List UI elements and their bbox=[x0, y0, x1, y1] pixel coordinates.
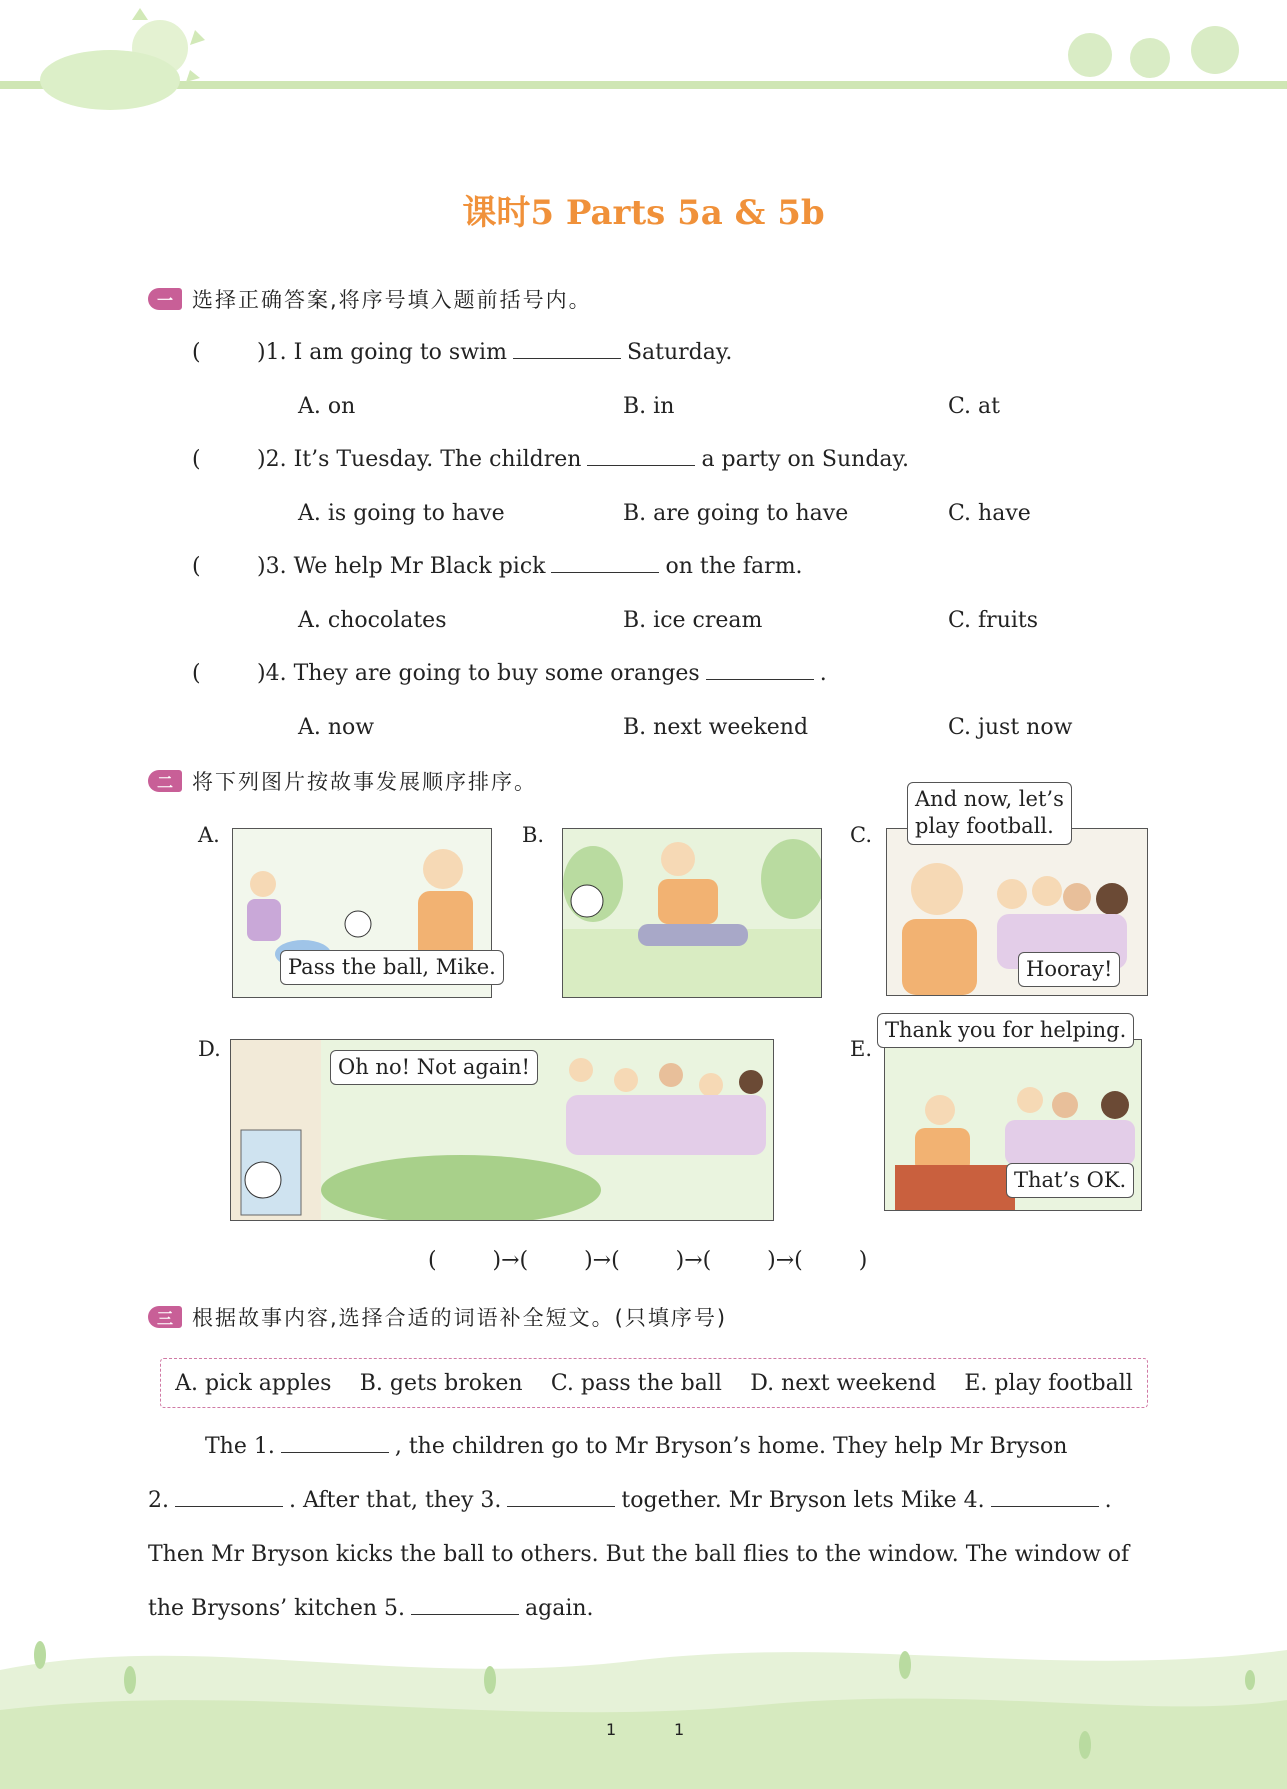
answer-blank[interactable] bbox=[587, 447, 695, 466]
option: A. on bbox=[298, 394, 356, 419]
speech-bubble: That’s OK. bbox=[1006, 1163, 1134, 1198]
passage-line-3: Then Mr Bryson kicks the ball to others. But the ball flies to the window. The window of bbox=[148, 1542, 1130, 1567]
panel-c-label: C. bbox=[850, 823, 872, 847]
panel-b-image bbox=[562, 828, 822, 998]
answer-blank[interactable] bbox=[281, 1434, 389, 1453]
speech-bubble bbox=[907, 782, 1072, 845]
question-1 bbox=[257, 340, 732, 365]
option: C. have bbox=[948, 501, 1031, 526]
option: C. just now bbox=[948, 715, 1073, 740]
lesson-title: 课时5 Parts 5a & 5b bbox=[462, 193, 825, 233]
order-answer-row[interactable]: ( )→( )→( )→( )→( ) bbox=[428, 1248, 868, 1273]
question-2-text: )2. It’s Tuesday. The children bbox=[257, 447, 582, 472]
answer-blank[interactable] bbox=[706, 661, 814, 680]
option: B. are going to have bbox=[623, 501, 849, 526]
option: C. at bbox=[948, 394, 1000, 419]
answer-blank[interactable] bbox=[175, 1488, 283, 1507]
passage-line-2 bbox=[148, 1488, 1158, 1513]
passage-text: the Brysons’ kitchen 5. bbox=[148, 1596, 405, 1621]
option: C. fruits bbox=[948, 608, 1039, 633]
question-1-text: )1. I am going to swim bbox=[257, 340, 507, 365]
section-3-header bbox=[148, 1302, 727, 1332]
speech-bubble: Hooray! bbox=[1018, 952, 1120, 987]
question-4-text: )4. They are going to buy some oranges bbox=[257, 661, 700, 686]
section-2-badge: 二 bbox=[148, 770, 182, 792]
page-number: 1 bbox=[674, 1720, 685, 1739]
option: B. in bbox=[623, 394, 675, 419]
answer-blank[interactable] bbox=[551, 554, 659, 573]
section-1-instruction: 选择正确答案,将序号填入题前括号内。 bbox=[192, 288, 592, 312]
answer-paren: ( bbox=[192, 340, 201, 365]
footer-decoration bbox=[0, 1610, 1287, 1789]
section-3-badge: 三 bbox=[148, 1306, 182, 1328]
option: A. chocolates bbox=[298, 608, 447, 633]
speech-bubble: Thank you for helping. bbox=[877, 1013, 1134, 1048]
answer-blank[interactable] bbox=[507, 1488, 615, 1507]
question-1-end: Saturday. bbox=[626, 340, 733, 365]
word-bank-item: B. gets broken bbox=[359, 1370, 523, 1396]
answer-blank[interactable] bbox=[991, 1488, 1099, 1507]
question-3-end: on the farm. bbox=[665, 554, 803, 579]
speech-bubble: Oh no! Not again! bbox=[330, 1050, 538, 1085]
word-bank-item: E. play football bbox=[964, 1370, 1133, 1396]
answer-paren: ( bbox=[192, 554, 201, 579]
panel-b-label: B. bbox=[522, 823, 545, 847]
panel-a-label: A. bbox=[198, 823, 220, 847]
section-2-instruction: 将下列图片按故事发展顺序排序。 bbox=[192, 770, 537, 794]
speech-bubble: Pass the ball, Mike. bbox=[280, 950, 504, 985]
passage-text: . After that, they 3. bbox=[289, 1488, 502, 1513]
question-2-end: a party on Sunday. bbox=[701, 447, 910, 472]
passage-text: The 1. bbox=[205, 1434, 275, 1459]
section-3-instruction: 根据故事内容,选择合适的词语补全短文。(只填序号) bbox=[192, 1306, 728, 1330]
passage-text: 2. bbox=[148, 1488, 169, 1513]
section-1-header bbox=[148, 284, 592, 314]
bubble-line: And now, let’s bbox=[915, 787, 1064, 811]
section-2-header bbox=[148, 766, 537, 796]
section-1-badge: 一 bbox=[148, 288, 182, 310]
panel-e-label: E. bbox=[850, 1037, 873, 1061]
question-2 bbox=[257, 447, 909, 472]
page-number: 1 bbox=[606, 1720, 617, 1739]
option: A. now bbox=[298, 715, 375, 740]
option: A. is going to have bbox=[298, 501, 505, 526]
passage-text: again. bbox=[525, 1596, 594, 1621]
question-3 bbox=[257, 554, 803, 579]
bubble-line: play football. bbox=[915, 814, 1054, 839]
question-4-end: . bbox=[819, 661, 827, 686]
passage-line-1 bbox=[205, 1434, 1215, 1459]
question-3-text: )3. We help Mr Black pick bbox=[257, 554, 546, 579]
word-bank-item: D. next weekend bbox=[750, 1370, 937, 1396]
panel-d-label: D. bbox=[198, 1037, 221, 1061]
word-bank-item: C. pass the ball bbox=[550, 1370, 722, 1396]
option: B. ice cream bbox=[623, 608, 763, 633]
word-bank-item: A. pick apples bbox=[175, 1370, 332, 1396]
passage-text: . bbox=[1104, 1488, 1112, 1513]
header-decoration bbox=[0, 0, 1287, 120]
word-bank bbox=[160, 1358, 1148, 1408]
question-4 bbox=[257, 661, 827, 686]
answer-paren: ( bbox=[192, 447, 201, 472]
answer-blank[interactable] bbox=[513, 340, 621, 359]
passage-text: , the children go to Mr Bryson’s home. They help Mr Bryson bbox=[394, 1434, 1068, 1459]
passage-text: together. Mr Bryson lets Mike 4. bbox=[621, 1488, 985, 1513]
answer-paren: ( bbox=[192, 661, 201, 686]
option: B. next weekend bbox=[623, 715, 809, 740]
